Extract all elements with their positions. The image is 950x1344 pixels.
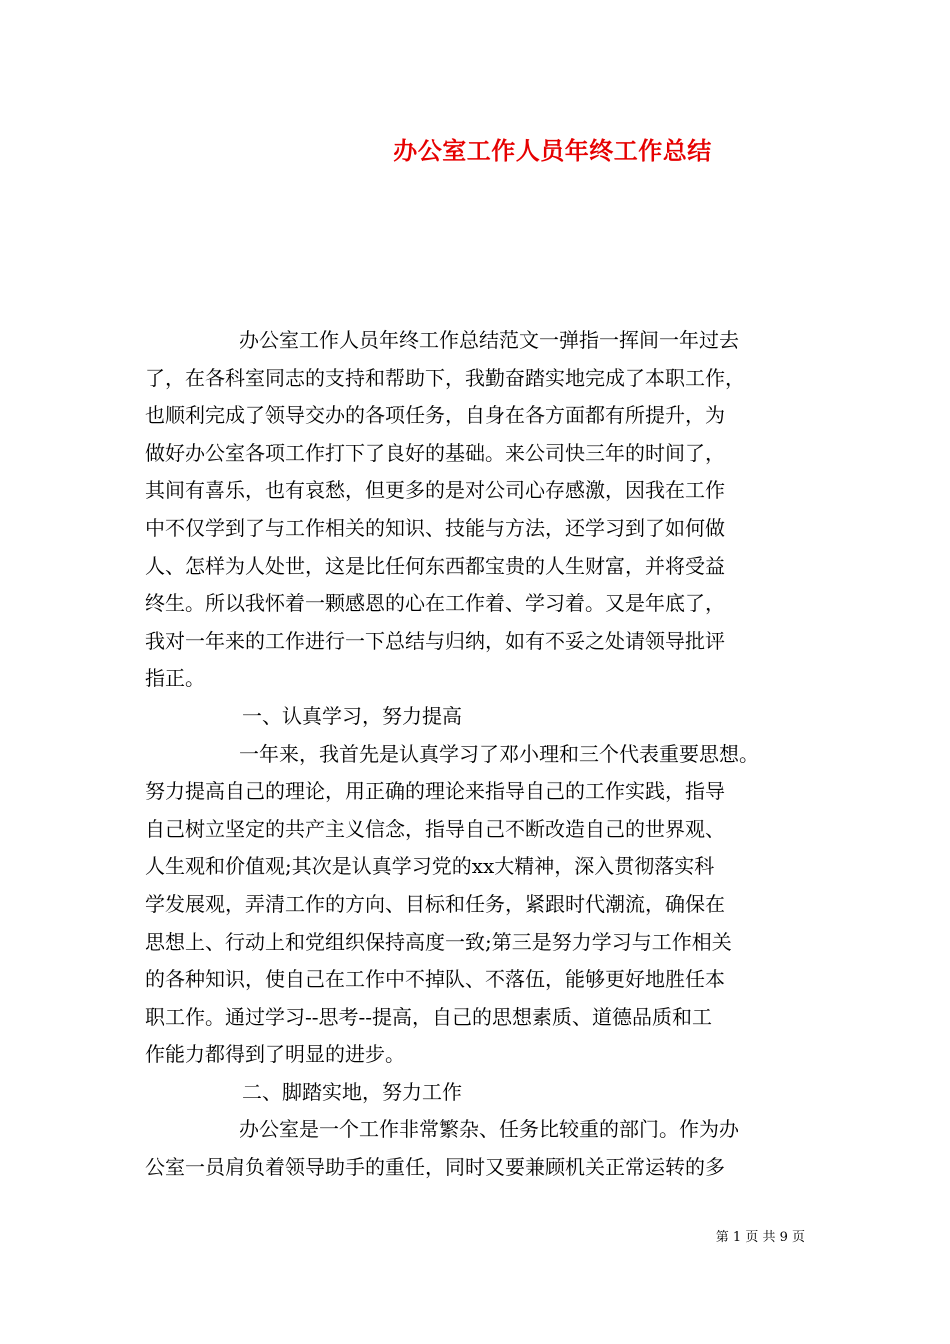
paragraph-line: 人生观和价值观;其次是认真学习党的xx大精神，深入贯彻落实科 [145, 854, 715, 879]
paragraph-line: 人、怎样为人处世，这是比任何东西都宝贵的人生财富，并将受益 [145, 553, 725, 578]
page-number: 第 1 页 共 9 页 [715, 1230, 805, 1245]
paragraph-line: 职工作。通过学习--思考--提高，自己的思想素质、道德品质和工 [145, 1004, 713, 1029]
paragraph-line: 我对一年来的工作进行一下总结与归纳，如有不妥之处请领导批评 [145, 628, 725, 653]
paragraph-line: 自己树立坚定的共产主义信念，指导自己不断改造自己的世界观、 [145, 816, 725, 841]
section-heading: 一、认真学习，努力提高 [242, 703, 462, 728]
paragraph-line: 一年来，我首先是认真学习了邓小理和三个代表重要思想。 [239, 741, 759, 766]
paragraph-line: 也顺利完成了领导交办的各项任务，自身在各方面都有所提升，为 [145, 403, 725, 428]
paragraph-line: 其间有喜乐，也有哀愁，但更多的是对公司心存感激，因我在工作 [145, 478, 725, 503]
paragraph-line: 做好办公室各项工作打下了良好的基础。来公司快三年的时间了， [145, 440, 725, 465]
paragraph-line: 公室一员肩负着领导助手的重任，同时又要兼顾机关正常运转的多 [145, 1155, 725, 1180]
paragraph-line: 中不仅学到了与工作相关的知识、技能与方法，还学习到了如何做 [145, 515, 725, 540]
paragraph-line: 思想上、行动上和党组织保持高度一致;第三是努力学习与工作相关 [145, 929, 732, 954]
paragraph-line: 办公室工作人员年终工作总结范文一弹指一挥间一年过去 [239, 328, 739, 352]
paragraph-line: 学发展观，弄清工作的方向、目标和任务，紧跟时代潮流，确保在 [145, 891, 725, 916]
paragraph-line: 作能力都得到了明显的进步。 [145, 1042, 405, 1067]
section-heading: 二、脚踏实地，努力工作 [242, 1079, 462, 1104]
paragraph-line: 努力提高自己的理论，用正确的理论来指导自己的工作实践，指导 [145, 779, 725, 804]
paragraph-line: 的各种知识，使自己在工作中不掉队、不落伍，能够更好地胜任本 [145, 967, 725, 992]
paragraph-line: 指正。 [145, 666, 205, 691]
paragraph-line: 终生。所以我怀着一颗感恩的心在工作着、学习着。又是年底了， [145, 591, 725, 616]
paragraph-line: 办公室是一个工作非常繁杂、任务比较重的部门。作为办 [239, 1117, 739, 1142]
paragraph-line: 了，在各科室同志的支持和帮助下，我勤奋踏实地完成了本职工作， [145, 365, 745, 390]
document-body [145, 322, 810, 1187]
document-title: 办公室工作人员年终工作总结 [393, 136, 712, 165]
